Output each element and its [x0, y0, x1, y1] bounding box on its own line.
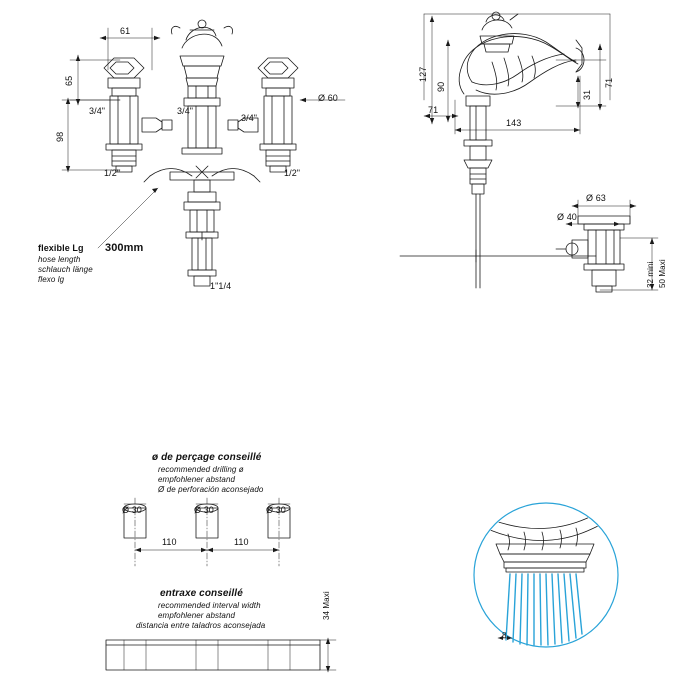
- span-left-110: 110: [162, 537, 177, 547]
- dim-90: 90: [436, 81, 446, 92]
- dim-diameter-60: Ø 60: [318, 93, 338, 103]
- dim-31: 31: [582, 89, 592, 100]
- detail-dim-8: 8: [502, 631, 507, 640]
- dim-50-maxi: 50 Maxi: [658, 259, 667, 288]
- dim-diameter-40: Ø 40: [557, 212, 577, 222]
- hole-diameter-left: Ø 30: [122, 505, 142, 515]
- interval-sub-de: empfohlener abstand: [158, 611, 236, 620]
- dim-98: 98: [55, 131, 65, 142]
- drilling-sub-en: recommended drilling ø: [158, 465, 244, 474]
- outlet-thread: 1"1/4: [210, 281, 232, 291]
- dim-71-left: 71: [428, 105, 439, 115]
- hole-diameter-center: Ø 30: [194, 505, 214, 515]
- span-right-110: 110: [234, 537, 249, 547]
- interval-heading: entraxe conseillé: [160, 588, 243, 599]
- drilling-heading: ø de perçage conseillé: [152, 452, 262, 463]
- interval-sub-es: distancia entre taladros aconsejada: [136, 621, 266, 630]
- dim-127: 127: [418, 66, 428, 82]
- slab-thickness: 34 Maxi: [322, 591, 331, 620]
- thread-left: 3/4": [89, 106, 106, 116]
- thread-center: 3/4": [177, 106, 194, 116]
- dim-61: 61: [120, 26, 131, 36]
- dim-32-mini: 32 mini: [646, 261, 655, 288]
- hole-diameter-right: Ø 30: [266, 505, 286, 515]
- thread-right: 3/4": [241, 113, 258, 123]
- hose-label-de: schlauch länge: [38, 265, 93, 274]
- dim-71-right: 71: [604, 77, 614, 88]
- base-thread-right: 1/2": [284, 168, 301, 178]
- hose-length: 300mm: [105, 242, 144, 254]
- interval-sub-en: recommended interval width: [158, 601, 261, 610]
- drilling-sub-de: empfohlener abstand: [158, 475, 236, 484]
- drilling-sub-es: Ø de perforación aconsejado: [158, 485, 264, 494]
- hose-label-fr: flexible Lg: [38, 243, 84, 253]
- dim-143: 143: [506, 118, 522, 128]
- dim-diameter-63: Ø 63: [586, 193, 606, 203]
- hose-label-es: flexo lg: [38, 275, 65, 284]
- base-thread-left: 1/2": [104, 168, 121, 178]
- hose-label-en: hose length: [38, 255, 81, 264]
- dim-65: 65: [64, 75, 74, 86]
